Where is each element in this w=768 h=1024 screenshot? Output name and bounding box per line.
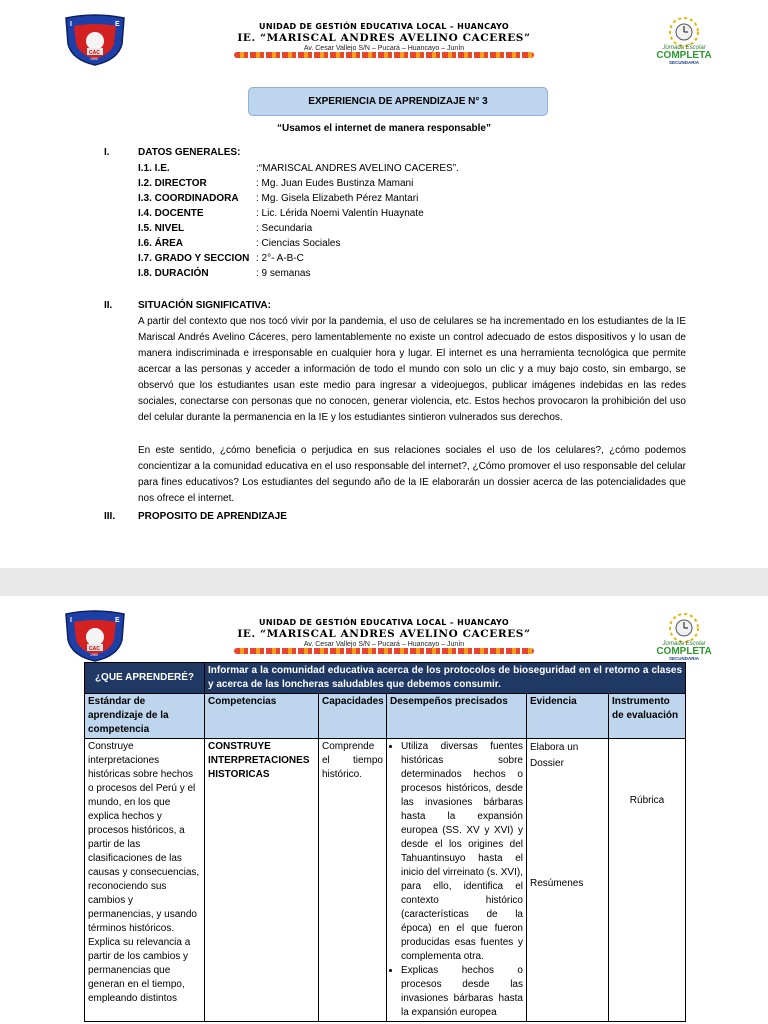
datos-value: : Mg. Gisela Elizabeth Pérez Mantari (256, 193, 419, 204)
datos-key: I.3. COORDINADORA (138, 193, 239, 204)
svg-text:SECUNDARIA: SECUNDARIA (668, 656, 700, 661)
svg-text:COMPLETA: COMPLETA (656, 646, 712, 657)
que-aprendere-value: Informar a la comunidad educativa acerca de los protocolos de bioseguridad en el retorno a clases y acerca de las loncheras saludables que debemos consumir. (205, 663, 686, 694)
evidencia-dossier: Elabora un Dossier (530, 742, 579, 769)
section-1-title: DATOS GENERALES: (138, 147, 241, 158)
datos-key: I.8. DURACIÓN (138, 268, 209, 279)
page-header (0, 0, 768, 72)
svg-text:E: E (115, 617, 120, 624)
page-header (0, 596, 768, 668)
datos-key: I.6. ÁREA (138, 238, 184, 249)
ugel-name: UNIDAD DE GESTIÓN EDUCATIVA LOCAL – HUANCAYO (259, 618, 509, 627)
institution-address: Av. Cesar Vallejo S/N – Pucará – Huancayo – Junín (303, 45, 465, 52)
evidencia-cell (527, 739, 609, 1022)
section-3-title: PROPOSITO DE APRENDIZAJE (138, 511, 287, 522)
datos-value: : Ciencias Sociales (256, 238, 341, 249)
section-1-number: I. (104, 147, 110, 158)
jornada-escolar-completa-logo (644, 14, 724, 66)
school-crest-logo (62, 14, 128, 66)
column-header: Capacidades (319, 694, 387, 739)
datos-key: I.7. GRADO Y SECCION (138, 253, 250, 264)
datos-key: I.1. I.E. (138, 163, 170, 174)
section-3-number: III. (104, 511, 116, 522)
instrumento-rubrica: Rúbrica (629, 795, 665, 806)
situacion-paragraph-2: En este sentido, ¿cómo beneficia o perjudica en sus relaciones sociales el uso de los celulares?, ¿cómo podemos concientizar a la comunidad educativa en el uso responsable del internet?, ¿Cómo promover el uso responsable del celular para fines educativos? Los estudiantes del segundo año de la IE elaborarán un dossier acerca de las potencialidades que nos ofrece el internet. (138, 445, 686, 504)
ugel-name: UNIDAD DE GESTIÓN EDUCATIVA LOCAL – HUANCAYO (259, 22, 509, 31)
datos-value: : 2°- A-B-C (256, 253, 304, 264)
column-header: Estándar de aprendizaje de la competencia (85, 694, 205, 739)
datos-value: : 9 semanas (256, 268, 311, 279)
datos-key: I.5. NIVEL (138, 223, 185, 234)
decorative-header-bar (234, 648, 534, 654)
table-row (85, 663, 686, 694)
competencia-cell: CONSTRUYE INTERPRETACIONES HISTORICAS (205, 739, 319, 1022)
school-crest-logo (62, 610, 128, 662)
institution-name: IE. “MARISCAL ANDRES AVELINO CACERES” (237, 32, 531, 44)
document-page-2 (0, 596, 768, 1024)
datos-value: : Mg. Juan Eudes Bustinza Mamani (256, 178, 414, 189)
instrumento-cell (609, 739, 686, 1022)
table-header-row (85, 694, 686, 739)
column-header: Instrumento de evaluación (609, 694, 686, 739)
datos-key: I.4. DOCENTE (138, 208, 204, 219)
evidencia-resumenes: Resúmenes (530, 878, 584, 889)
section-2-title: SITUACIÓN SIGNIFICATIVA: (138, 300, 271, 311)
desempenos-cell (387, 739, 527, 1022)
svg-text:Jornada Escolar: Jornada Escolar (662, 45, 706, 51)
decorative-header-bar (234, 52, 534, 58)
svg-text:CAC: CAC (89, 646, 100, 652)
jornada-escolar-completa-logo (644, 610, 724, 662)
column-header: Competencias (205, 694, 319, 739)
situacion-paragraph-1: A partir del contexto que nos tocó vivir por la pandemia, el uso de celulares se ha incrementado en los estudiantes de la IE Mariscal Andrés Avelino Cáceres, pero lamentablemente no existe un control adecuado de estos dispositivos y lo usan de manera indiscriminada e irresponsable en cualquier hora y lugar. El internet es una herramienta tecnológica que permite acercar a las personas y acceder a información de todo el mundo con solo un clic y a muy bajo costo, sin embargo, se observó que los estudiantes usan este medio para ingresar a videojuegos, publicar imágenes indebidas en las redes sociales, conectarse con personas que no conocen, generar violencia, etc. Estos hechos provocaron la prohibición del uso del celular durante la permanencia en la IE y los estudiantes sintieron vulnerados sus derechos. (138, 316, 686, 423)
datos-value: :“MARISCAL ANDRES AVELINO CACERES”. (256, 163, 459, 174)
svg-text:1950: 1950 (90, 653, 98, 657)
svg-text:E: E (115, 21, 120, 28)
institution-name: IE. “MARISCAL ANDRES AVELINO CACERES” (237, 628, 531, 640)
learning-purpose-table (84, 662, 686, 1022)
svg-text:SECUNDARIA: SECUNDARIA (668, 60, 700, 65)
que-aprendere-label: ¿QUE APRENDERÉ? (85, 663, 205, 694)
table-row (85, 739, 686, 1022)
datos-value: : Lic. Lérida Noemi Valentín Huaynate (256, 208, 424, 219)
estandar-cell: Construye interpretaciones históricas sobre hechos o procesos del Perú y el mundo, en los que explica hechos y procesos históricos, a partir de las clasificaciones de las causas y consecuencias, reconociendo sus cambios y permanencias, y usando términos históricos. Explica su relevancia a partir de los cambios y permanencias que generan en el tiempo, empleando distintos (85, 739, 205, 1022)
datos-value: : Secundaria (256, 223, 313, 234)
svg-text:COMPLETA: COMPLETA (656, 50, 712, 61)
capacidad-cell: Comprende el tiempo histórico. (319, 739, 387, 1022)
experience-title: EXPERIENCIA DE APRENDIZAJE N° 3 (248, 87, 548, 116)
institution-address: Av. Cesar Vallejo S/N – Pucará – Huancayo – Junín (303, 641, 465, 648)
svg-text:1950: 1950 (90, 57, 98, 61)
list-item: • Explicas hechos o procesos desde las invasiones bárbaras hasta la expansión europea (401, 964, 523, 1020)
svg-text:CAC: CAC (89, 50, 100, 56)
svg-text:I: I (70, 21, 72, 28)
column-header: Evidencia (527, 694, 609, 739)
experience-subtitle: “Usamos el internet de manera responsable” (277, 123, 491, 134)
datos-key: I.2. DIRECTOR (138, 178, 207, 189)
svg-text:Jornada Escolar: Jornada Escolar (662, 641, 706, 647)
list-item: • Utiliza diversas fuentes históricas sobre determinados hechos o procesos históricos, desde las invasiones bárbaras hasta la expansión europea (SS. XV y XVI) y desde el los origines del Tahuantinsuyo hasta el inicio del virreinato (s. XVI), para ello, identifica el contexto histórico (características de la época) en el que fueron producidas esas fuentes y complementa otra. (401, 740, 523, 964)
column-header: Desempeños precisados (387, 694, 527, 739)
svg-text:I: I (70, 617, 72, 624)
section-2-number: II. (104, 300, 113, 311)
